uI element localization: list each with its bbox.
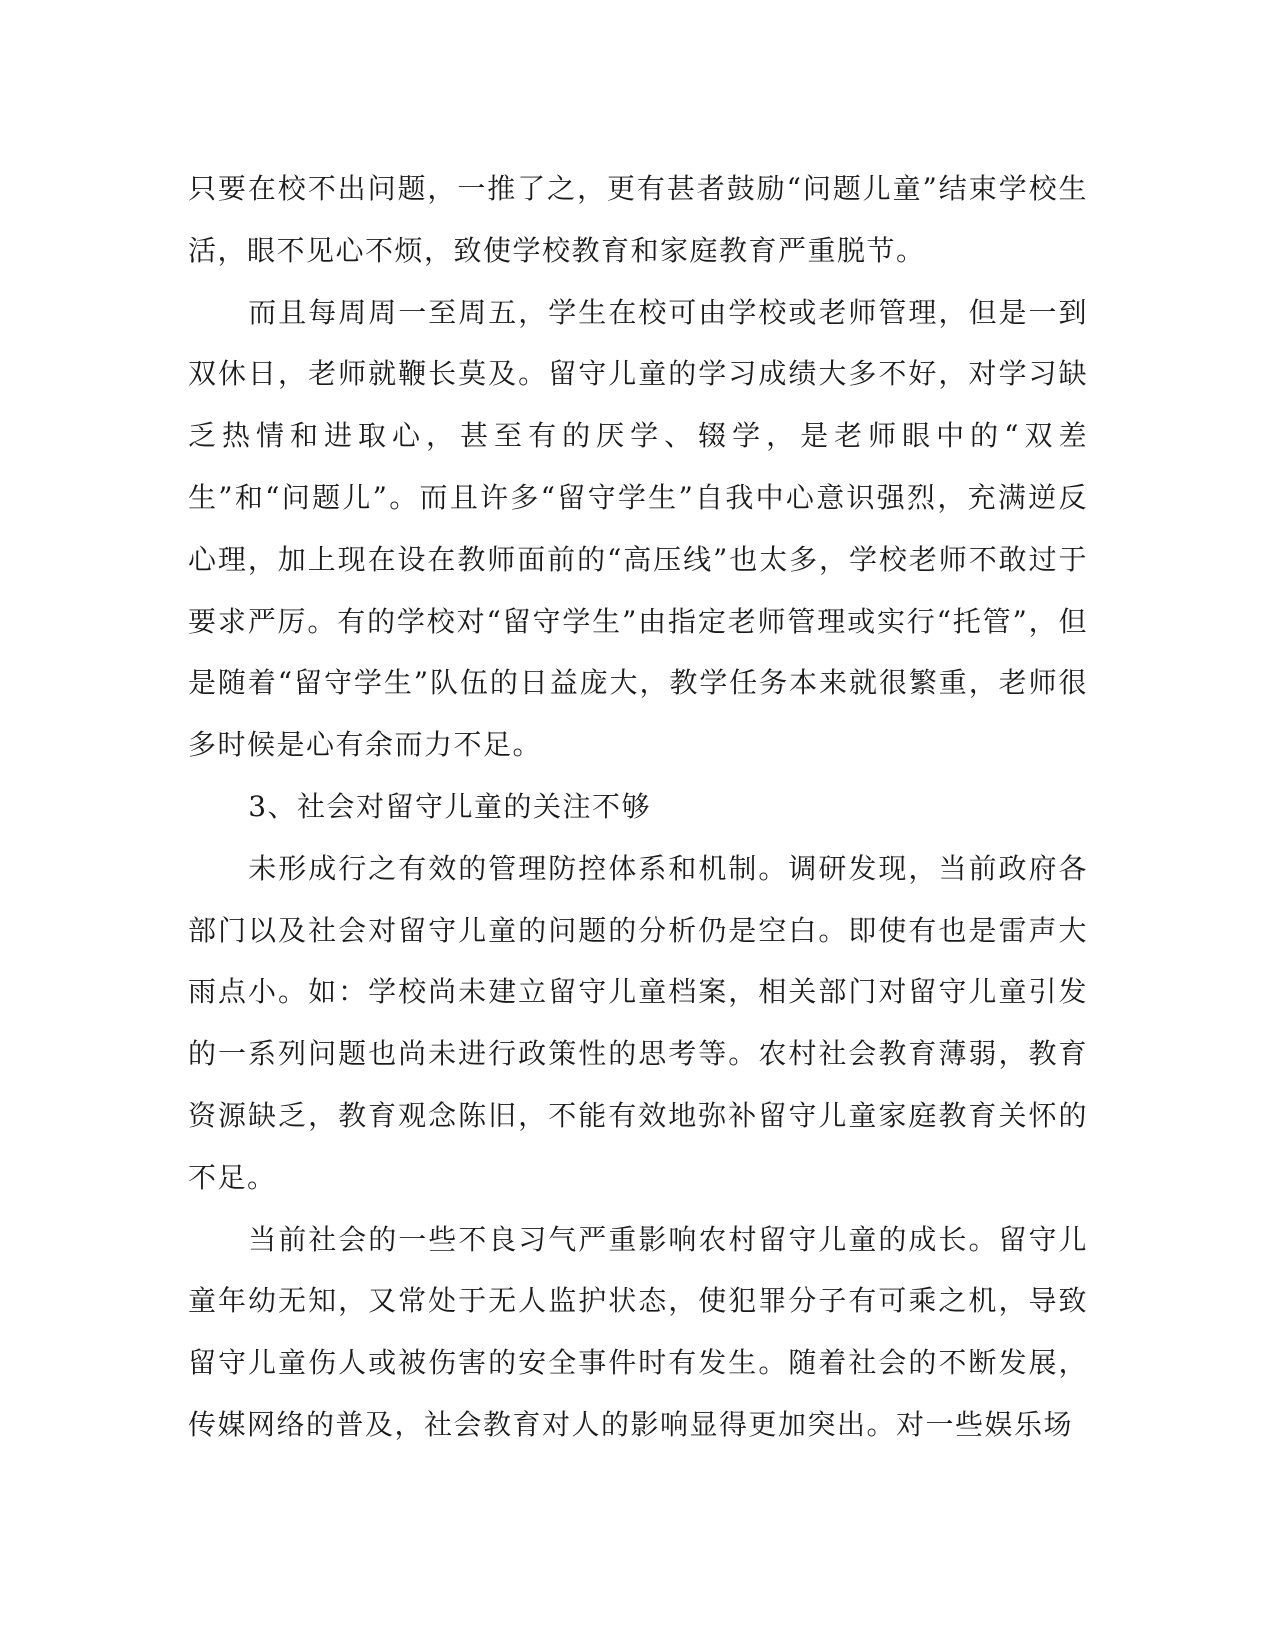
document-body bbox=[188, 158, 1088, 1456]
paragraph-weekday-management: 而且每周周一至周五，学生在校可由学校或老师管理，但是一到双休日，老师就鞭长莫及。留守儿童的学习成绩大多不好，对学习缺乏热情和进取心，甚至有的厌学、辍学，是老师眼中的“双差生”和“问题儿”。而且许多“留守学生”自我中心意识强烈，充满逆反心理，加上现在设在教师面前的“高压线”也太多，学校老师不敢过于要求严厉。有的学校对“留守学生”由指定老师管理或实行“托管”，但是随着“留守学生”队伍的日益庞大，教学任务本来就很繁重，老师很多时候是心有余而力不足。 bbox=[188, 295, 1088, 762]
paragraph-social-influence: 当前社会的一些不良习气严重影响农村留守儿童的成长。留守儿童年幼无知，又常处于无人监护状态，使犯罪分子有可乘之机，导致留守儿童伤人或被伤害的安全事件时有发生。随着社会的不断发展，传媒网络的普及，社会教育对人的影响显得更加突出。对一些娱乐场 bbox=[188, 1222, 1088, 1441]
section-heading: 3、社会对留守儿童的关注不够 bbox=[248, 789, 652, 823]
paragraph-management-system: 未形成行之有效的管理防控体系和机制。调研发现，当前政府各部门以及社会对留守儿童的问题的分析仍是空白。即使有也是雷声大雨点小。如：学校尚未建立留守儿童档案，相关部门对留守儿童引发的一系列问题也尚未进行政策性的思考等。农村社会教育薄弱，教育资源缺乏，教育观念陈旧，不能有效地弥补留守儿童家庭教育关怀的不足。 bbox=[188, 851, 1088, 1194]
paragraph-continuation: 只要在校不出问题，一推了之，更有甚者鼓励“问题儿童”结束学校生活，眼不见心不烦，致使学校教育和家庭教育严重脱节。 bbox=[188, 172, 1088, 267]
